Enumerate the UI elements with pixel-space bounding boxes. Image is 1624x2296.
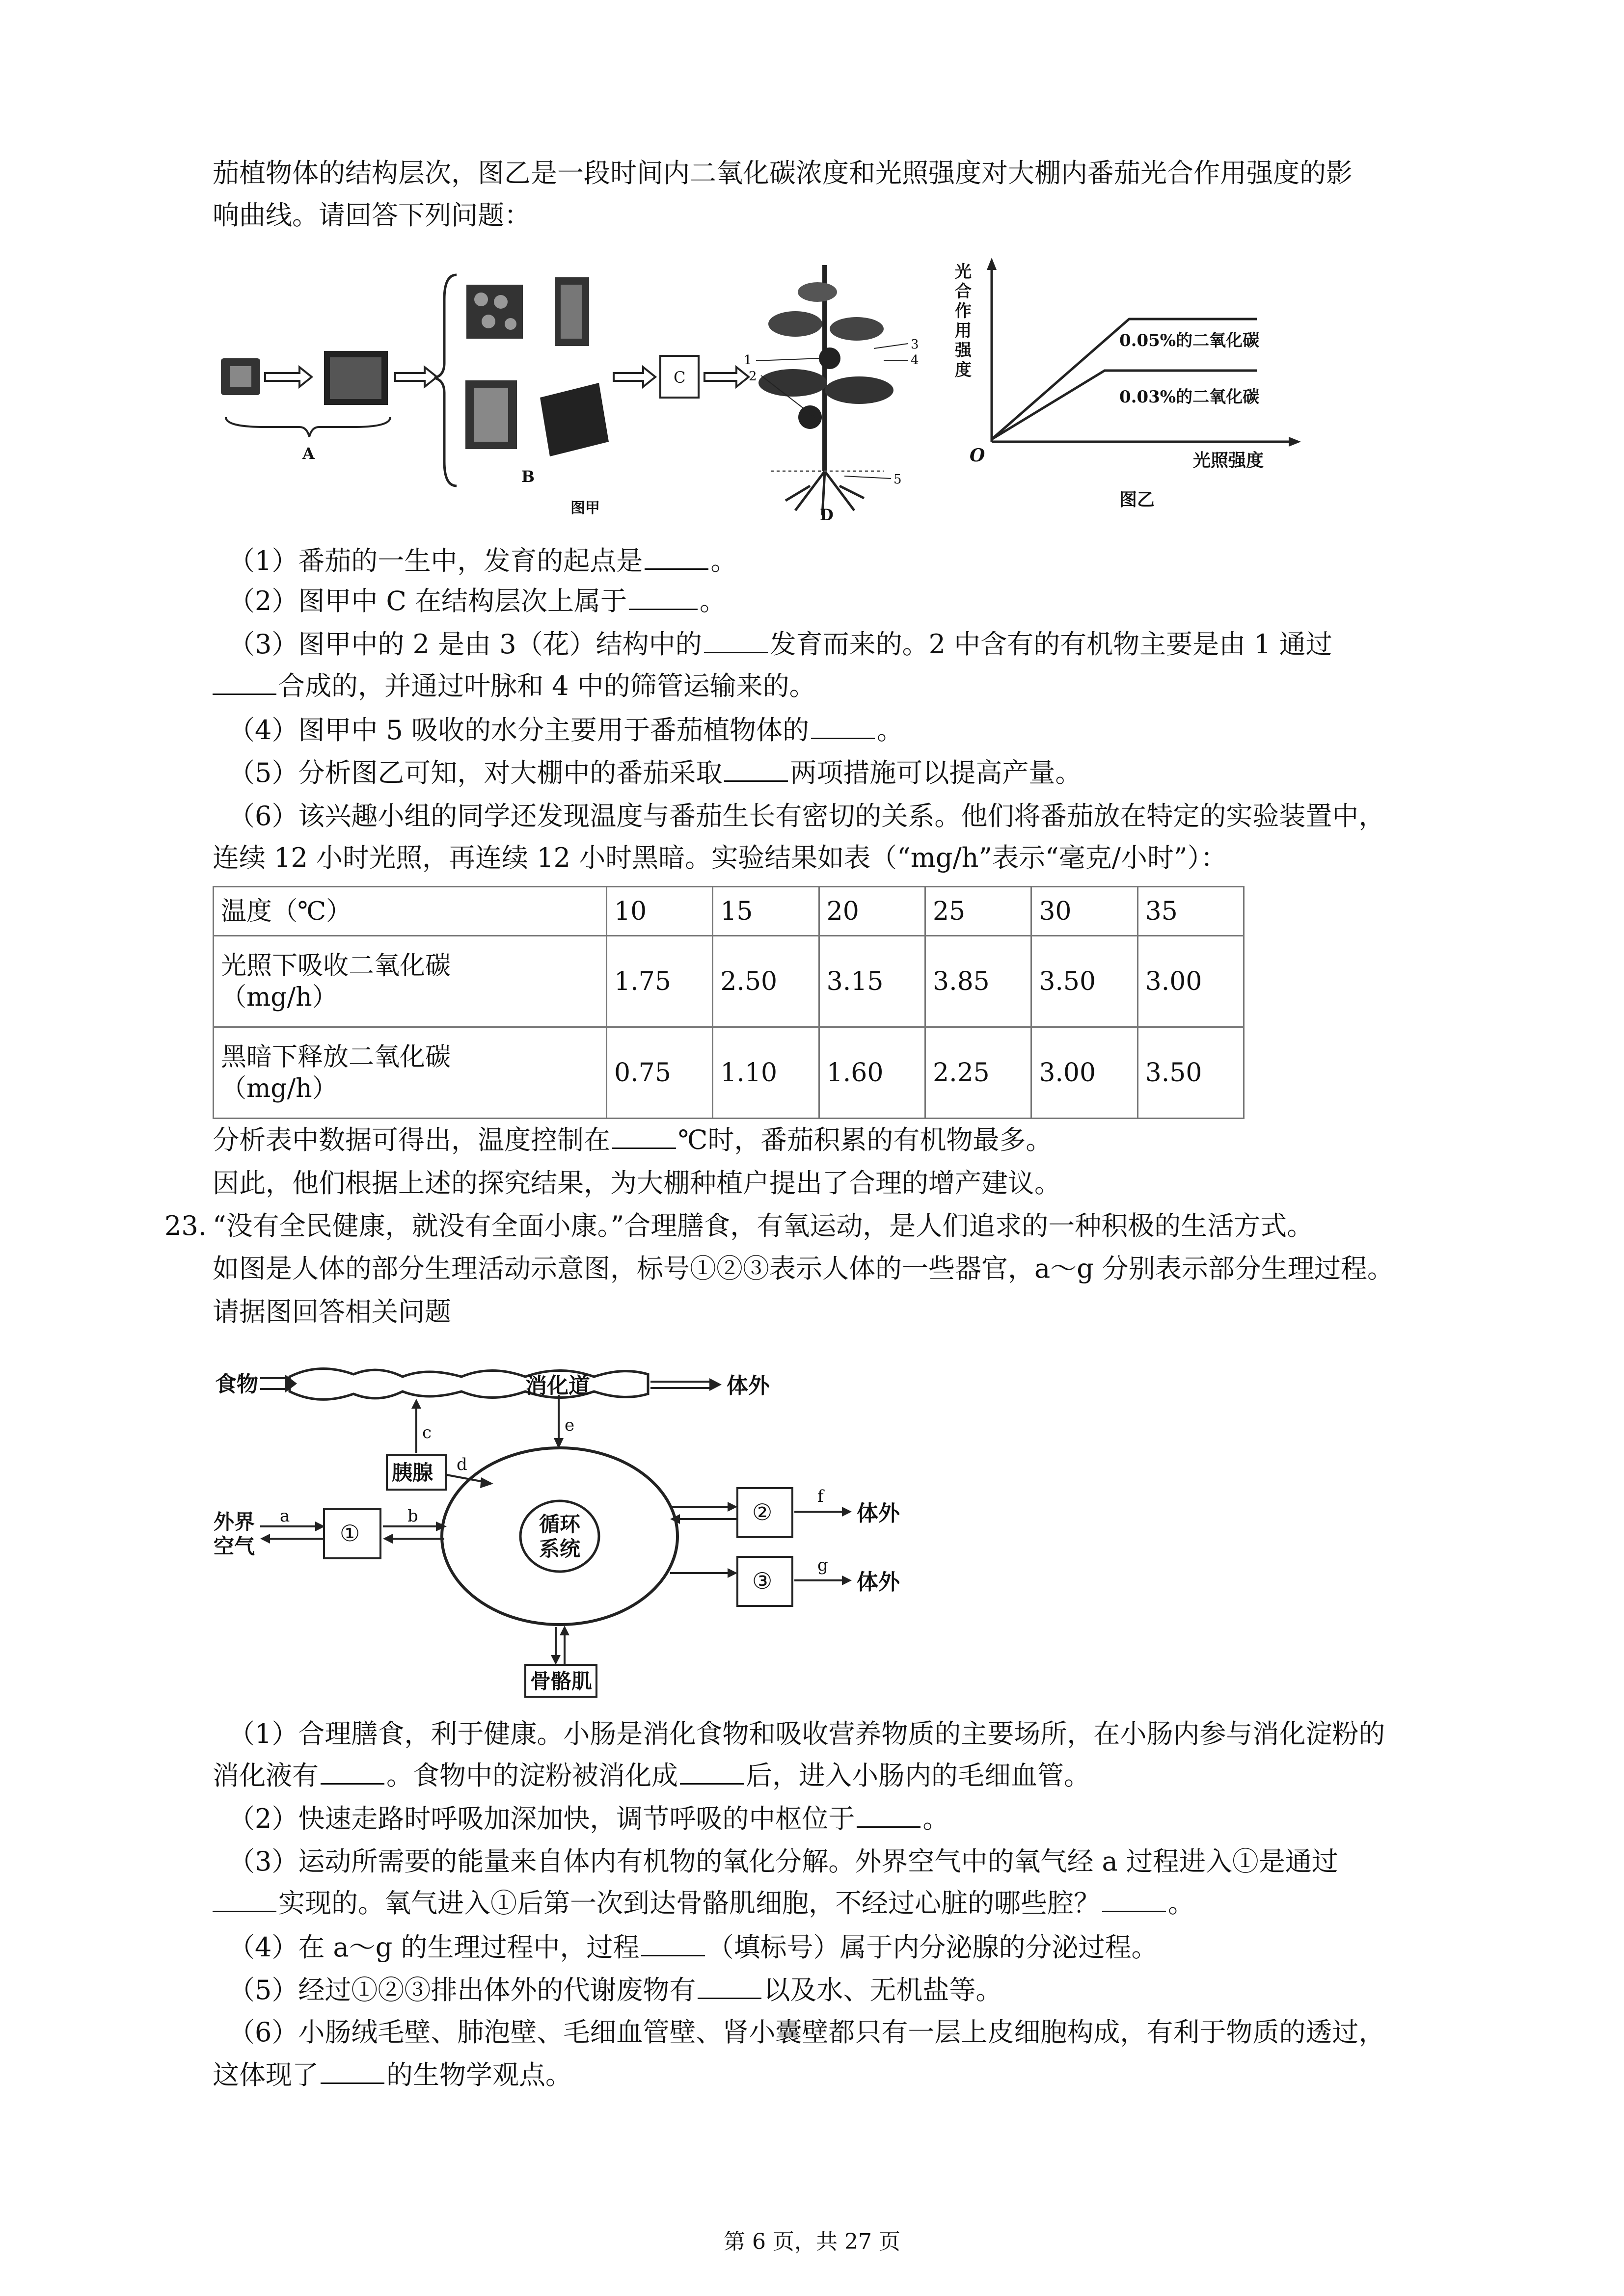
q22-4: （4）图甲中 5 吸收的水分主要用于番茄植物体的 。: [228, 715, 904, 746]
caption-yi: 图乙: [1119, 489, 1155, 510]
diagram-out-3: 体外: [857, 1570, 900, 1595]
graph-yi: [987, 258, 1301, 447]
diagram-organ-3: ③: [752, 1568, 773, 1594]
q22-after-1: 分析表中数据可得出，温度控制在 ℃时，番茄积累的有机物最多。: [213, 1124, 1053, 1155]
figure-jia-yi: [206, 255, 1335, 530]
q23-1b: 消化液有 。食物中的淀粉被消化成 后，进入小肠内的毛细血管。: [213, 1760, 1090, 1791]
arrow-bc: [614, 367, 655, 387]
answer-blank[interactable]: [724, 761, 788, 782]
table-cell: 1.75: [607, 936, 713, 1027]
diagram-e: e: [565, 1415, 575, 1435]
graph-curve-low-label: 0.03%的二氧化碳: [1119, 387, 1260, 407]
part-4: 4: [911, 353, 919, 368]
table-cell: 2.25: [925, 1027, 1031, 1119]
temperature-table: [213, 886, 1245, 1119]
answer-blank[interactable]: [321, 2063, 384, 2084]
answer-blank[interactable]: [213, 674, 276, 695]
answer-blank[interactable]: [612, 1128, 676, 1149]
brace-a: [226, 417, 390, 437]
answer-blank[interactable]: [645, 549, 708, 570]
diagram-tract: 消化道: [525, 1373, 590, 1398]
cell-stage-2: [324, 351, 388, 405]
q22-3a: （3）图甲中的 2 是由 3（花）结构中的 发育而来的。2 中含有的有机物主要是由 1 通过: [228, 629, 1332, 660]
brace-b: [434, 275, 457, 486]
graph-xlabel: 光照强度: [1193, 450, 1264, 471]
table-cell: 0.75: [607, 1027, 713, 1119]
table-cell: 3.15: [819, 936, 925, 1027]
answer-blank[interactable]: [641, 1935, 705, 1956]
table-row: [214, 887, 1244, 936]
table-cell: 3.50: [1031, 936, 1137, 1027]
diagram-circ-2: 系统: [539, 1537, 581, 1561]
page-footer: 第 6 页，共 27 页: [724, 2229, 900, 2254]
diagram-c: c: [422, 1423, 432, 1442]
table-cell: 1.10: [713, 1027, 819, 1119]
q23-1a: （1）合理膳食，利于健康。小肠是消化食物和吸收营养物质的主要场所，在小肠内参与消化淀粉的: [228, 1718, 1385, 1749]
q22-6a: （6）该兴趣小组的同学还发现温度与番茄生长有密切的关系。他们将番茄放在特定的实验装置中，: [228, 801, 1385, 831]
intro-line-1: 茄植物体的结构层次，图乙是一段时间内二氧化碳浓度和光照强度对大棚内番茄光合作用强度的影: [213, 158, 1353, 188]
answer-blank[interactable]: [704, 632, 768, 653]
diagram-pancreas: 胰腺: [392, 1461, 433, 1485]
arrow-tract-out: [650, 1378, 722, 1391]
q23-3b: 实现的。氧气进入①后第一次到达骨骼肌细胞，不经过心脏的哪些腔？ 。: [213, 1887, 1194, 1920]
table-cell: 3.85: [925, 936, 1031, 1027]
table-row: [214, 936, 1244, 1027]
table-cell: 3.50: [1137, 1027, 1244, 1119]
diagram-organ-2: ②: [752, 1499, 773, 1525]
answer-blank[interactable]: [857, 1807, 920, 1828]
answer-blank[interactable]: [680, 1763, 744, 1785]
physiology-diagram: [206, 1355, 972, 1698]
caption-jia: 图甲: [570, 500, 600, 517]
answer-blank[interactable]: [1102, 1891, 1166, 1912]
table-header-cell: 温度（℃）: [214, 887, 607, 936]
circulation-inner: [520, 1501, 599, 1572]
arrow-ab: [395, 367, 437, 387]
diagram-air-2: 空气: [214, 1534, 255, 1558]
diagram-f: f: [817, 1487, 824, 1506]
diagram-out-1: 体外: [727, 1373, 770, 1398]
digestive-tract: [290, 1369, 648, 1400]
diagram-d: d: [457, 1455, 467, 1474]
q23-2: （2）快速走路时呼吸加深加快，调节呼吸的中枢位于 。: [228, 1803, 949, 1834]
label-b: B: [521, 467, 535, 486]
q22-5: （5）分析图乙可知，对大棚中的番茄采取 两项措施可以提高产量。: [228, 757, 1082, 788]
diagram-food: 食物: [215, 1372, 258, 1397]
q23-intro-1: “没有全民健康，就没有全面小康。”合理膳食，有氧运动，是人们追求的一种积极的生活方式。: [213, 1210, 1314, 1241]
cell-stage-1: [221, 358, 260, 395]
diagram-circ-1: 循环: [539, 1512, 581, 1536]
table-cell: 20: [819, 887, 925, 936]
q22-3b: 合成的，并通过叶脉和 4 中的筛管运输来的。: [213, 670, 816, 702]
q23-intro-3: 请据图回答相关问题: [213, 1296, 451, 1327]
answer-blank[interactable]: [321, 1763, 384, 1785]
table-row: [214, 1027, 1244, 1119]
table-cell: 10: [607, 887, 713, 936]
tomato-plant-d: [756, 265, 908, 515]
part-5: 5: [893, 472, 902, 487]
table-cell: 1.60: [819, 1027, 925, 1119]
answer-blank[interactable]: [698, 1978, 761, 1999]
diagram-a: a: [280, 1506, 290, 1526]
answer-blank[interactable]: [629, 589, 698, 610]
q23-number: 23.: [164, 1210, 207, 1241]
diagram-muscle: 骨骼肌: [530, 1669, 593, 1693]
diagram-organ-1: ①: [340, 1520, 360, 1547]
tissues-b: [465, 277, 609, 456]
q22-2: （2）图甲中 C 在结构层次上属于 。: [228, 586, 727, 616]
table-cell: 3.00: [1137, 936, 1244, 1027]
table-cell: 30: [1031, 887, 1137, 936]
q23-4: （4）在 a～g 的生理过程中，过程 （填标号）属于内分泌腺的分泌过程。: [228, 1932, 1158, 1963]
table-cell: 3.00: [1031, 1027, 1137, 1119]
q22-6b: 连续 12 小时光照，再连续 12 小时黑暗。实验结果如表（“mg/h”表示“毫克/小时”）：: [213, 842, 1227, 873]
part-1: 1: [744, 353, 752, 368]
label-c: C: [674, 368, 686, 387]
table-cell: 2.50: [713, 936, 819, 1027]
diagram-g: g: [817, 1555, 828, 1575]
label-d: D: [820, 506, 834, 524]
table-cell: 25: [925, 887, 1031, 936]
q22-1: （1）番茄的一生中，发育的起点是 。: [228, 545, 737, 576]
q23-3a: （3）运动所需要的能量来自体内有机物的氧化分解。外界空气中的氧气经 a 过程进入①是通过: [228, 1846, 1338, 1877]
graph-ylabel: 光 合 作 用 强 度: [955, 262, 972, 380]
diagram-b: b: [407, 1506, 418, 1526]
table-cell: 15: [713, 887, 819, 936]
graph-curve-high-label: 0.05%的二氧化碳: [1119, 331, 1260, 350]
arrow-a: [265, 367, 312, 387]
q23-intro-2: 如图是人体的部分生理活动示意图，标号①②③表示人体的一些器官，a～g 分别表示部分生理过程。: [213, 1253, 1394, 1284]
table-cell: 35: [1137, 887, 1244, 936]
label-a: A: [302, 444, 315, 463]
q23-6a: （6）小肠绒毛壁、肺泡壁、毛细血管壁、肾小囊壁都只有一层上皮细胞构成，有利于物质的透过，: [228, 2017, 1385, 2048]
diagram-out-2: 体外: [857, 1501, 900, 1526]
table-header-cell: 光照下吸收二氧化碳 （mg/h）: [214, 936, 607, 1027]
part-2: 2: [749, 369, 757, 384]
arrow-cd: [704, 367, 749, 387]
q22-after-2: 因此，他们根据上述的探究结果，为大棚种植户提出了合理的增产建议。: [213, 1168, 1061, 1199]
part-3: 3: [911, 337, 919, 352]
intro-line-2: 响曲线。请回答下列问题：: [213, 200, 531, 231]
answer-blank[interactable]: [811, 718, 875, 739]
q23-5: （5）经过①②③排出体外的代谢废物有 以及水、无机盐等。: [228, 1975, 1002, 2005]
table-header-cell: 黑暗下释放二氧化碳 （mg/h）: [214, 1027, 607, 1119]
graph-origin: O: [970, 445, 985, 466]
answer-blank[interactable]: [213, 1891, 276, 1912]
q23-6b: 这体现了 的生物学观点。: [213, 2059, 572, 2090]
diagram-air-1: 外界: [214, 1510, 255, 1534]
circulation-outer: [442, 1448, 677, 1625]
